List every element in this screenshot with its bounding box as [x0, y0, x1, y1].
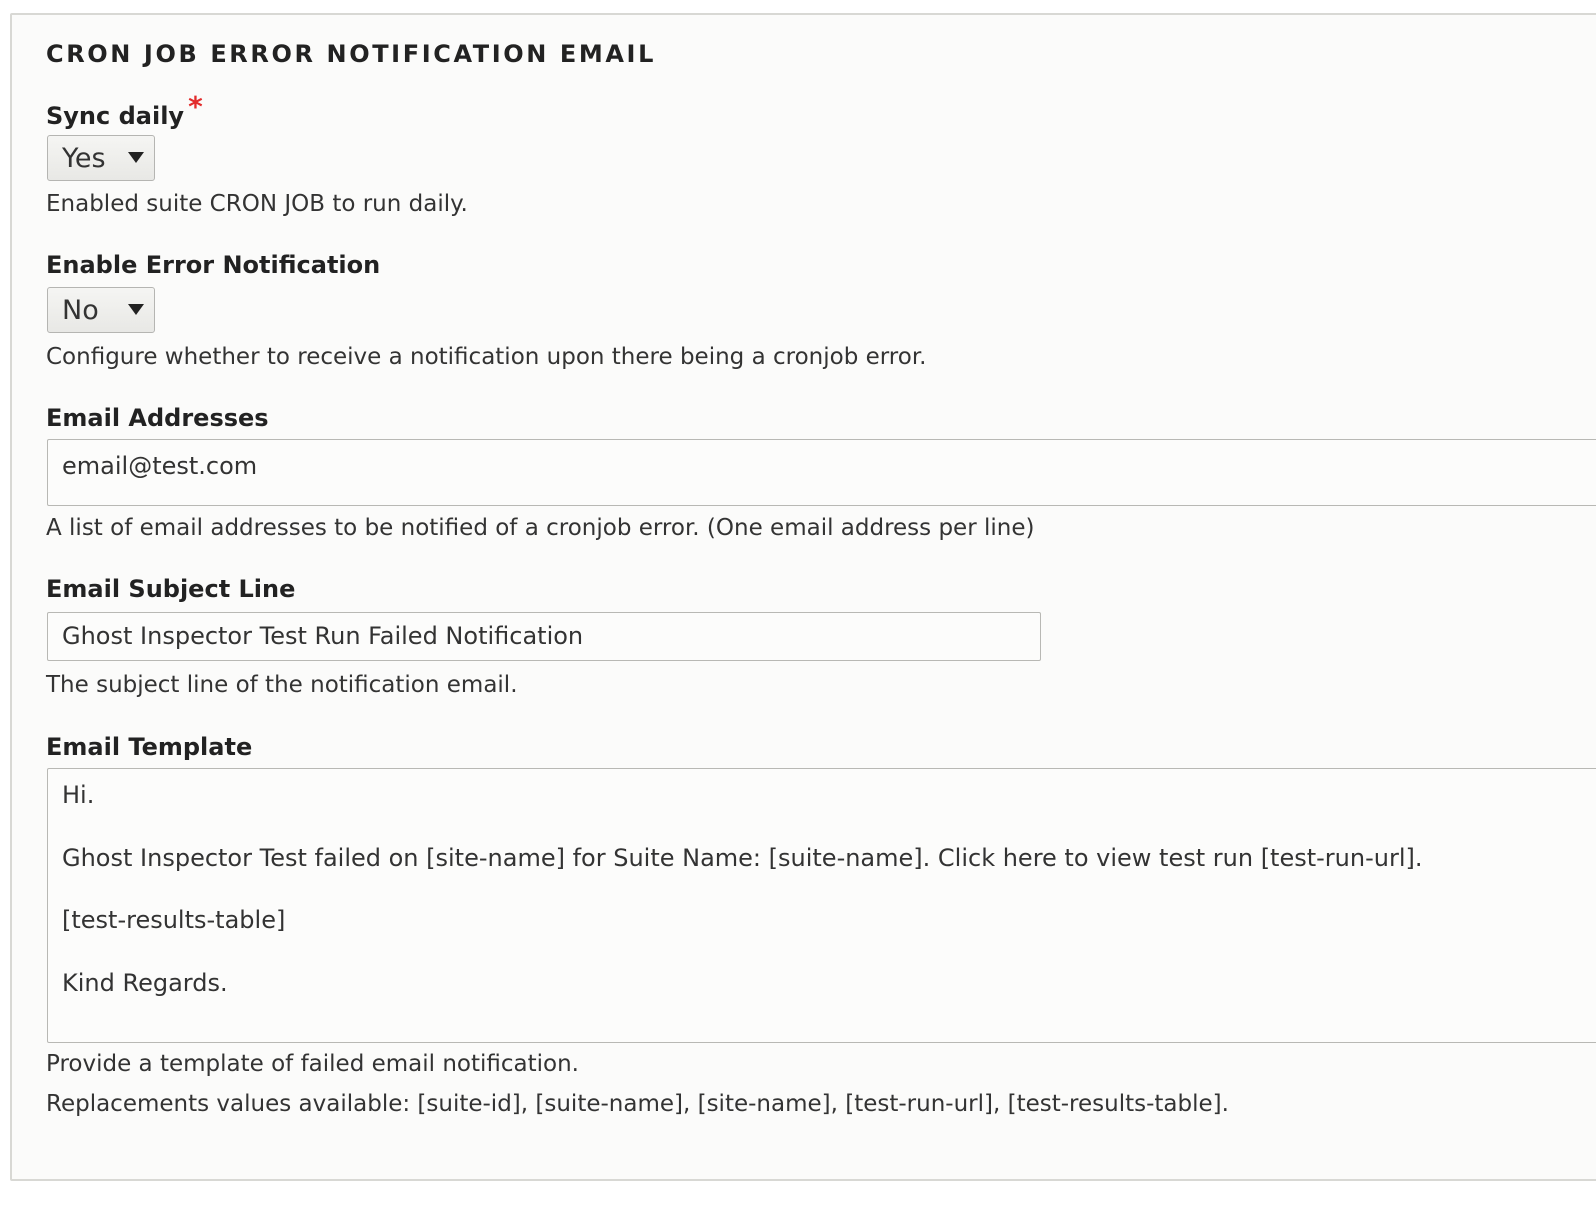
sync-daily-select[interactable] [47, 135, 155, 181]
sync-daily-description: Enabled suite CRON JOB to run daily. [46, 191, 468, 217]
email-subject-input[interactable] [47, 612, 1041, 661]
template-line: Hi. [62, 781, 95, 809]
email-subject-description: The subject line of the notification email. [46, 672, 518, 698]
email-addresses-description: A list of email addresses to be notified of a cronjob error. (One email address per line) [46, 515, 1035, 541]
dropdown-arrow-icon [128, 152, 144, 163]
template-line: [test-results-table] [62, 906, 286, 934]
sync-daily-label [46, 90, 203, 131]
error-notification-label: Enable Error Notification [46, 251, 381, 279]
email-addresses-textarea[interactable] [47, 439, 1596, 506]
email-template-label: Email Template [46, 733, 253, 761]
template-line: Kind Regards. [62, 969, 228, 997]
email-addresses-value: email@test.com [62, 452, 258, 480]
section-title: CRON JOB ERROR NOTIFICATION EMAIL [46, 40, 656, 68]
email-subject-value: Ghost Inspector Test Run Failed Notification [62, 622, 584, 650]
error-notification-description: Configure whether to receive a notification upon there being a cronjob error. [46, 344, 927, 370]
replacements-description: Replacements values available: [suite-id], [suite-name], [site-name], [test-run-url], [test-results-table]. [46, 1091, 1229, 1117]
error-notification-select[interactable] [47, 287, 155, 333]
required-marker: * [188, 90, 203, 123]
email-addresses-label: Email Addresses [46, 404, 269, 432]
dropdown-arrow-icon [128, 304, 144, 315]
email-template-textarea[interactable] [47, 768, 1596, 1043]
email-template-description: Provide a template of failed email notification. [46, 1051, 579, 1077]
sync-daily-label-text: Sync daily [46, 102, 185, 130]
email-subject-label: Email Subject Line [46, 575, 296, 603]
error-notification-value: No [62, 294, 99, 326]
sync-daily-value: Yes [62, 142, 106, 174]
template-line: Ghost Inspector Test failed on [site-name] for Suite Name: [suite-name]. Click here to view test run [test-run-url]. [62, 844, 1423, 872]
